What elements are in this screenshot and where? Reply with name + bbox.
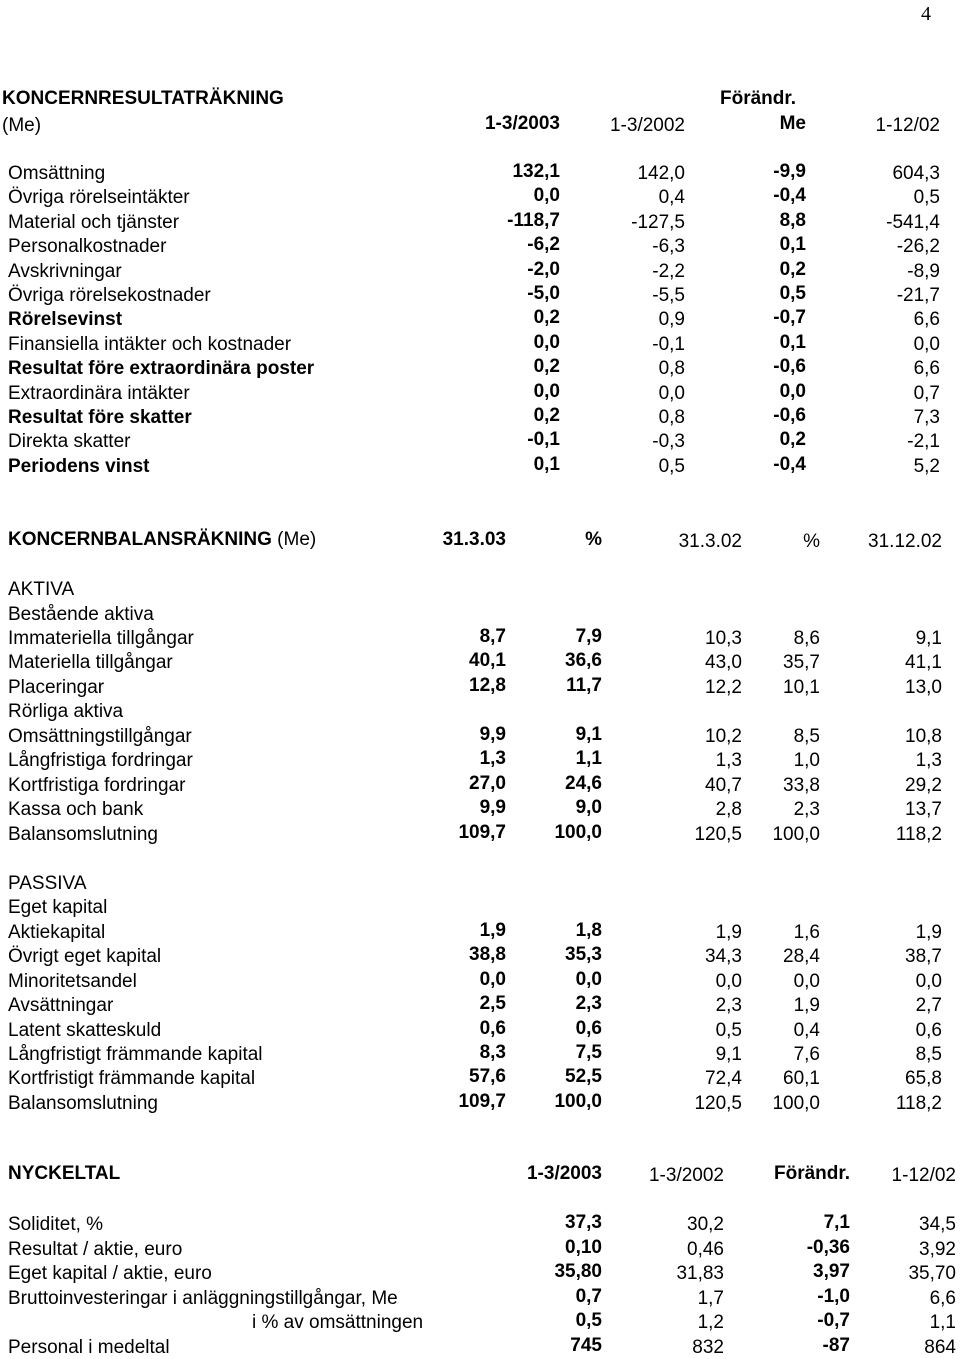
balance-value-pct-02: 2,3 (793, 799, 820, 820)
kpi-value-full: 35,70 (908, 1263, 956, 1284)
income-value-full: 0,5 (913, 187, 940, 208)
income-value-change: 0,2 (779, 259, 806, 280)
balance-value-pct-02: 10,1 (783, 677, 820, 698)
balance-value-31-12-02: 38,7 (905, 946, 942, 967)
kpi-value-full: 6,6 (929, 1288, 956, 1309)
income-row-label: Periodens vinst (8, 456, 150, 477)
income-row-label: Material och tjänster (8, 212, 180, 233)
balance-value-31-12-02: 9,1 (915, 628, 942, 649)
balance-value-pct-02: 1,9 (793, 995, 820, 1016)
balance-value-pct-03: 1,1 (575, 748, 602, 769)
kpi-value-change: 3,97 (813, 1261, 850, 1282)
balance-value-31-3-02: 72,4 (705, 1068, 742, 1089)
kpi-value-2002: 1,7 (697, 1288, 724, 1309)
income-value-full: 6,6 (913, 358, 940, 379)
balance-value-pct-02: 35,7 (783, 652, 820, 673)
balance-row-label: Minoritetsandel (8, 971, 137, 992)
income-col-full: 1-12/02 (875, 115, 940, 136)
balance-value-31-3-02: 1,9 (715, 922, 742, 943)
balance-row-label: Långfristigt främmande kapital (8, 1044, 263, 1065)
balance-value-pct-03: 9,1 (575, 724, 602, 745)
balance-title: KONCERNBALANSRÄKNING (8, 529, 272, 550)
kpi-value-2003: 0,7 (575, 1286, 602, 1307)
income-change-header: Förändr. (720, 88, 797, 109)
income-value-2003: -6,2 (527, 234, 560, 255)
income-row-label: Personalkostnader (8, 236, 167, 257)
balance-value-31-12-02: 41,1 (905, 652, 942, 673)
income-row-label: Finansiella intäkter och kostnader (8, 334, 292, 355)
balance-value-pct-03: 9,0 (575, 797, 602, 818)
income-value-change: -0,4 (773, 454, 806, 475)
liabilities-heading: PASSIVA (8, 873, 87, 894)
balance-value-pct-03: 7,9 (575, 626, 602, 647)
balance-value-31-3-03: 0,6 (479, 1018, 506, 1039)
income-value-2003: 0,0 (533, 332, 560, 353)
balance-value-31-3-02: 120,5 (694, 824, 742, 845)
balance-value-pct-02: 60,1 (783, 1068, 820, 1089)
balance-value-31-3-03: 9,9 (479, 724, 506, 745)
kpi-col-full: 1-12/02 (891, 1165, 956, 1186)
current-assets-heading: Rörliga aktiva (8, 701, 124, 722)
balance-col-e: 31.12.02 (868, 531, 942, 552)
kpi-value-change: -0,7 (817, 1310, 850, 1331)
balance-value-pct-02: 100,0 (772, 1093, 820, 1114)
balance-unit: (Me) (277, 529, 317, 550)
kpi-value-full: 1,1 (929, 1312, 956, 1333)
balance-row-label: Avsättningar (8, 995, 114, 1016)
balance-value-31-12-02: 2,7 (915, 995, 942, 1016)
balance-value-31-3-03: 27,0 (469, 773, 506, 794)
kpi-col-2003: 1-3/2003 (526, 1163, 602, 1184)
balance-value-31-3-02: 10,3 (705, 628, 742, 649)
income-value-2002: -5,5 (652, 285, 685, 306)
kpi-value-2002: 31,83 (676, 1263, 724, 1284)
balance-value-31-12-02: 0,6 (915, 1020, 942, 1041)
income-value-2003: 0,2 (533, 356, 560, 377)
balance-value-31-3-02: 12,2 (705, 677, 742, 698)
income-value-2003: -118,7 (507, 210, 560, 231)
balance-row-label: Materiella tillgångar (8, 652, 173, 673)
balance-value-31-12-02: 118,2 (895, 1093, 942, 1114)
income-value-full: 6,6 (913, 309, 940, 330)
income-value-2002: -0,1 (652, 334, 685, 355)
balance-value-31-3-02: 40,7 (705, 775, 742, 796)
balance-value-31-12-02: 13,7 (905, 799, 942, 820)
balance-row-label: Placeringar (8, 677, 105, 698)
balance-title-line (8, 529, 316, 551)
income-col-change: Me (779, 113, 806, 134)
balance-value-31-3-03: 12,8 (469, 675, 506, 696)
kpi-value-change: 7,1 (823, 1212, 850, 1233)
balance-value-pct-03: 35,3 (565, 944, 602, 965)
balance-value-31-3-02: 10,2 (705, 726, 742, 747)
balance-value-31-12-02: 0,0 (915, 971, 942, 992)
balance-value-31-12-02: 10,8 (905, 726, 942, 747)
income-value-2002: -6,3 (652, 236, 685, 257)
kpi-col-2002: 1-3/2002 (648, 1165, 724, 1186)
kpi-value-change: -1,0 (817, 1286, 850, 1307)
balance-value-31-3-02: 34,3 (705, 946, 742, 967)
income-value-2002: 0,5 (658, 456, 685, 477)
balance-value-pct-03: 2,3 (575, 993, 602, 1014)
balance-row-label: Övrigt eget kapital (8, 946, 162, 967)
balance-value-31-3-02: 2,8 (715, 799, 742, 820)
balance-value-pct-03: 36,6 (565, 650, 602, 671)
income-value-full: 604,3 (892, 163, 940, 184)
kpi-value-2002: 832 (692, 1337, 724, 1358)
balance-value-31-3-02: 9,1 (715, 1044, 742, 1065)
balance-value-31-3-02: 1,3 (715, 750, 742, 771)
balance-row-label: Immateriella tillgångar (8, 628, 194, 649)
income-row-label: Resultat före extraordinära poster (8, 358, 315, 379)
balance-value-31-3-03: 57,6 (469, 1066, 506, 1087)
income-value-2002: 0,0 (658, 383, 685, 404)
income-value-2003: 0,2 (533, 307, 560, 328)
balance-value-pct-02: 1,6 (793, 922, 820, 943)
balance-value-pct-03: 11,7 (566, 675, 602, 696)
income-row-label: Rörelsevinst (8, 309, 123, 330)
kpi-value-2003: 745 (570, 1335, 602, 1356)
equity-heading: Eget kapital (8, 897, 108, 918)
balance-value-pct-02: 1,0 (793, 750, 820, 771)
balance-row-label: Balansomslutning (8, 1093, 158, 1114)
kpi-row-label: Soliditet, % (8, 1214, 104, 1235)
balance-row-label: Balansomslutning (8, 824, 158, 845)
kpi-value-full: 3,92 (919, 1239, 956, 1260)
page-number: 4 (921, 3, 931, 25)
kpi-value-2002: 30,2 (687, 1214, 724, 1235)
balance-col-d: % (803, 531, 820, 552)
balance-value-31-3-03: 8,7 (479, 626, 506, 647)
kpi-value-change: -0,36 (806, 1237, 850, 1258)
balance-value-31-12-02: 118,2 (895, 824, 942, 845)
balance-value-31-3-02: 2,3 (715, 995, 742, 1016)
balance-value-31-12-02: 65,8 (905, 1068, 942, 1089)
kpi-value-change: -87 (822, 1335, 850, 1356)
income-value-full: -2,1 (907, 431, 940, 452)
balance-value-31-3-03: 1,3 (479, 748, 506, 769)
balance-value-pct-03: 0,0 (575, 969, 602, 990)
balance-col-b: % (585, 529, 602, 550)
income-value-change: 0,1 (779, 234, 806, 255)
income-value-2003: -0,1 (527, 429, 560, 450)
income-value-change: -0,4 (773, 185, 806, 206)
kpi-col-change: Förändr. (773, 1163, 850, 1184)
income-row-label: Resultat före skatter (8, 407, 192, 428)
kpi-value-2002: 1,2 (697, 1312, 724, 1333)
income-value-2002: -127,5 (631, 212, 685, 233)
income-value-2002: 0,4 (658, 187, 685, 208)
income-value-change: 0,0 (779, 381, 806, 402)
income-value-full: -26,2 (896, 236, 940, 257)
balance-value-pct-02: 7,6 (793, 1044, 820, 1065)
assets-heading: AKTIVA (8, 579, 75, 600)
balance-value-31-12-02: 1,9 (915, 922, 942, 943)
income-unit: (Me) (2, 115, 42, 136)
balance-value-pct-03: 100,0 (554, 1091, 602, 1112)
balance-value-pct-02: 8,6 (793, 628, 820, 649)
kpi-row-label: Resultat / aktie, euro (8, 1239, 183, 1260)
income-col-2003: 1-3/2003 (484, 113, 560, 134)
income-row-label: Avskrivningar (8, 261, 122, 282)
balance-value-pct-03: 24,6 (565, 773, 602, 794)
income-value-change: -0,7 (773, 307, 806, 328)
balance-value-pct-03: 52,5 (565, 1066, 602, 1087)
income-value-full: 0,7 (913, 383, 940, 404)
income-value-2003: 0,0 (533, 185, 560, 206)
balance-value-pct-02: 28,4 (783, 946, 820, 967)
income-value-change: -0,6 (773, 356, 806, 377)
income-value-2002: 0,8 (658, 407, 685, 428)
income-value-full: -21,7 (896, 285, 940, 306)
income-value-full: -541,4 (886, 212, 940, 233)
balance-value-pct-03: 0,6 (575, 1018, 602, 1039)
balance-col-c: 31.3.02 (678, 531, 742, 552)
balance-value-pct-02: 8,5 (793, 726, 820, 747)
income-row-label: Övriga rörelseintäkter (8, 187, 190, 208)
kpi-value-2003: 37,3 (565, 1212, 602, 1233)
income-value-change: 8,8 (779, 210, 806, 231)
balance-row-label: Omsättningstillgångar (8, 726, 192, 747)
income-row-label: Omsättning (8, 163, 106, 184)
kpi-value-full: 864 (924, 1337, 956, 1358)
income-value-full: -8,9 (907, 261, 940, 282)
kpi-row-label: i % av omsättningen (252, 1312, 424, 1333)
fixed-assets-heading: Bestående aktiva (8, 604, 154, 625)
kpi-row-label: Personal i medeltal (8, 1337, 170, 1358)
income-title: KONCERNRESULTATRÄKNING (2, 88, 284, 109)
income-value-full: 0,0 (913, 334, 940, 355)
income-value-change: 0,1 (779, 332, 806, 353)
balance-value-31-3-03: 1,9 (479, 920, 506, 941)
balance-value-pct-03: 100,0 (554, 822, 602, 843)
balance-value-31-12-02: 1,3 (915, 750, 942, 771)
balance-value-pct-02: 33,8 (783, 775, 820, 796)
balance-value-31-3-03: 38,8 (469, 944, 506, 965)
balance-value-31-12-02: 8,5 (915, 1044, 942, 1065)
balance-value-31-3-02: 0,0 (715, 971, 742, 992)
balance-row-label: Latent skatteskuld (8, 1020, 162, 1041)
income-value-full: 5,2 (913, 456, 940, 477)
balance-value-31-3-02: 120,5 (694, 1093, 742, 1114)
balance-row-label: Långfristiga fordringar (8, 750, 193, 771)
balance-row-label: Kortfristigt främmande kapital (8, 1068, 256, 1089)
kpi-value-2003: 0,10 (565, 1237, 602, 1258)
kpi-value-2003: 35,80 (554, 1261, 602, 1282)
balance-value-31-3-03: 2,5 (479, 993, 506, 1014)
income-value-2002: 0,9 (658, 309, 685, 330)
income-value-change: -0,6 (773, 405, 806, 426)
balance-value-31-3-03: 9,9 (479, 797, 506, 818)
balance-value-pct-02: 100,0 (772, 824, 820, 845)
balance-value-31-3-02: 43,0 (705, 652, 742, 673)
kpi-value-full: 34,5 (919, 1214, 956, 1235)
income-value-2003: -5,0 (527, 283, 560, 304)
income-value-change: 0,2 (779, 429, 806, 450)
income-row-label: Extraordinära intäkter (8, 383, 190, 404)
balance-value-31-3-03: 109,7 (458, 822, 506, 843)
kpi-value-2002: 0,46 (687, 1239, 724, 1260)
balance-value-31-3-03: 0,0 (479, 969, 506, 990)
kpi-row-label: Bruttoinvesteringar i anläggningstillgångar, Me (8, 1288, 398, 1309)
income-value-2003: 0,0 (533, 381, 560, 402)
kpi-title: NYCKELTAL (8, 1163, 121, 1184)
balance-value-pct-02: 0,4 (793, 1020, 820, 1041)
balance-col-a: 31.3.03 (442, 529, 506, 550)
income-value-full: 7,3 (913, 407, 940, 428)
income-value-2002: -2,2 (652, 261, 685, 282)
balance-value-pct-02: 0,0 (793, 971, 820, 992)
kpi-row-label: Eget kapital / aktie, euro (8, 1263, 212, 1284)
balance-value-31-12-02: 29,2 (905, 775, 942, 796)
income-value-2002: 0,8 (658, 358, 685, 379)
balance-value-pct-03: 1,8 (575, 920, 602, 941)
balance-value-31-3-02: 0,5 (715, 1020, 742, 1041)
income-row-label: Direkta skatter (8, 431, 131, 452)
balance-value-31-3-03: 8,3 (479, 1042, 506, 1063)
balance-value-31-3-03: 109,7 (458, 1091, 506, 1112)
balance-value-pct-03: 7,5 (575, 1042, 602, 1063)
income-value-2003: -2,0 (527, 259, 560, 280)
income-row-label: Övriga rörelsekostnader (8, 285, 211, 306)
balance-value-31-3-03: 40,1 (469, 650, 506, 671)
income-value-change: -9,9 (773, 161, 806, 182)
income-value-2003: 132,1 (512, 161, 560, 182)
kpi-value-2003: 0,5 (575, 1310, 602, 1331)
income-col-2002: 1-3/2002 (609, 115, 685, 136)
balance-row-label: Kortfristiga fordringar (8, 775, 186, 796)
income-value-2003: 0,1 (533, 454, 560, 475)
balance-value-31-12-02: 13,0 (905, 677, 942, 698)
balance-row-label: Kassa och bank (8, 799, 144, 820)
balance-row-label: Aktiekapital (8, 922, 106, 943)
income-value-2002: -0,3 (652, 431, 685, 452)
income-value-change: 0,5 (779, 283, 806, 304)
income-value-2003: 0,2 (533, 405, 560, 426)
income-value-2002: 142,0 (637, 163, 685, 184)
